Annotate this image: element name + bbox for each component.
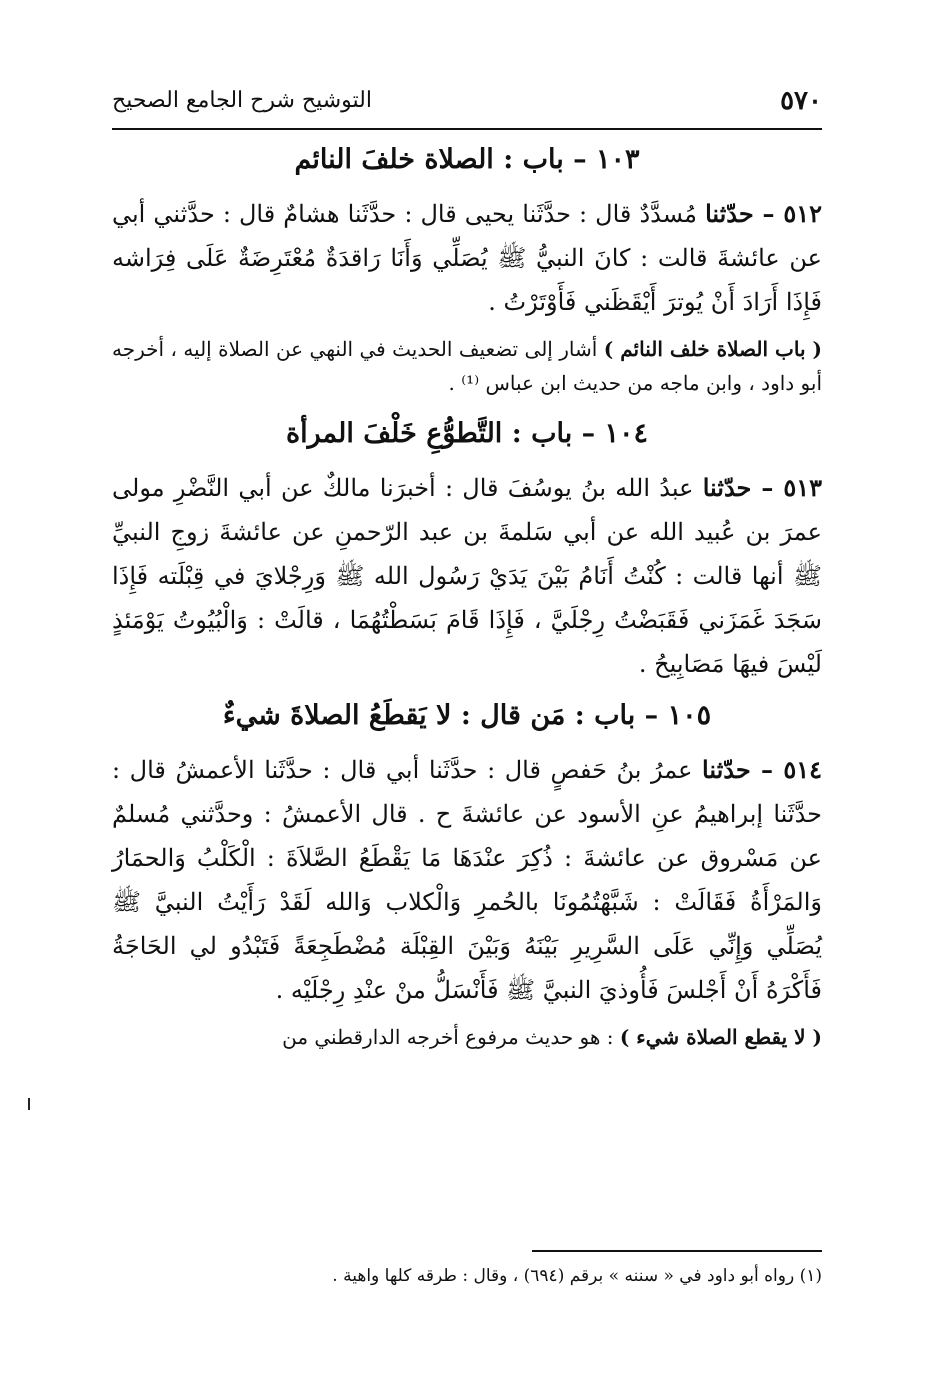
footnote-divider bbox=[532, 1250, 822, 1252]
hadith-513 bbox=[112, 466, 822, 686]
commentary-105 bbox=[112, 1020, 822, 1054]
running-title: التوشيح شرح الجامع الصحيح bbox=[112, 88, 372, 113]
hadith-514 bbox=[112, 748, 822, 1012]
chapter-heading-105: ١٠٥ – باب : مَن قال : لا يَقطَعُ الصلاةَ شيءٌ bbox=[222, 700, 712, 731]
commentary-text-103: أشار إلى تضعيف الحديث في النهي عن الصلاة إليه ، أخرجه أبو داود ، وابن ماجه من حديث ابن عباس ⁽¹⁾ . bbox=[112, 337, 822, 395]
hadith-text-512: مُسدَّدٌ قال : حدَّثَنا يحيى قال : حدَّثَنا هشامٌ قال : حدَّثني أبي عن عائشةَ قالت : كانَ النبيُّ ﷺ يُصَلِّي وَأَنَا رَاقدَةٌ مُعْتَرِضَةٌ عَلَى فِرَاشه فَإِذَا أَرَادَ أَنْ يُوترَ أَيْقَظَني فَأَوْتَرْتُ . bbox=[112, 200, 822, 316]
page-number: ٥٧٠ bbox=[780, 86, 822, 116]
page-header bbox=[112, 84, 822, 130]
page-body bbox=[112, 138, 822, 1066]
hadith-number-512: ٥١٢ – حدّثنا bbox=[705, 199, 822, 228]
margin-mark bbox=[28, 1098, 30, 1110]
chapter-heading-104: ١٠٤ – باب : التَّطوُّعِ خَلْفَ المرأة bbox=[285, 418, 649, 449]
commentary-title-105: ( لا يقطع الصلاة شيء ) bbox=[619, 1025, 822, 1049]
hadith-number-514: ٥١٤ – حدّثنا bbox=[702, 755, 822, 784]
hadith-text-514: عمرُ بنُ حَفصٍ قال : حدَّثَنا أبي قال : حدَّثَنا الأعمشُ قال : حدَّثَنا إبراهيمُ عنِ الأسود عن عائشةَ ح . قال الأعمشُ : وحدَّثني مُسلمٌ عن مَسْروق عن عائشةَ : ذُكِرَ عنْدَهَا مَا يَقْطَعُ الصَّلاَةَ : الْكَلْبُ وَالحمَارُ وَالمَرْأَةُ فَقَالَتْ : شَبَّهْتُمُونَا بالحُمرِ وَالْكلاب وَالله لَقَدْ رَأَيْتُ النبيَّ ﷺ يُصَلِّي وَإِنِّي عَلَى السَّرِيرِ بَيْنَهُ وَبَيْنَ القِبْلَة مُضْطَجِعَةً فَتَبْدُو لي الحَاجَةُ فَأَكْرَهُ أَنْ أَجْلسَ فَأُوذيَ النبيَّ ﷺ فَأَنْسَلُّ منْ عنْدِ رِجْلَيْه . bbox=[112, 756, 822, 1004]
commentary-text-105: : هو حديث مرفوع أخرجه الدارقطني من bbox=[282, 1025, 620, 1049]
hadith-text-513: عبدُ الله بنُ يوسُفَ قال : أخبرَنا مالكٌ عن أبي النَّضْرِ مولى عمرَ بن عُبيد الله عن أبي سَلمةَ بن عبد الرّحمنِ عن عائشةَ زوجِ النبيِّ ﷺ أنها قالت : كُنْتُ أَنَامُ بَيْنَ يَدَيْ رَسُول الله ﷺ وَرِجْلايَ في قِبْلَته فَإِذَا سَجَدَ غَمَزَني فَقَبَضْتُ رِجْلَيَّ ، فَإِذَا قَامَ بَسَطْتُهُمَا ، قالَتْ : وَالْبُيُوتُ يَوْمَئذٍ لَيْسَ فيهَا مَصَابِيحُ . bbox=[112, 474, 822, 678]
commentary-title-103: ( باب الصلاة خلف النائم ) bbox=[603, 337, 822, 361]
commentary-103 bbox=[112, 332, 822, 400]
footnote: (١) رواه أبو داود في « سننه » برقم (٦٩٤) ، وقال : طرقه كلها واهية . bbox=[332, 1266, 822, 1286]
hadith-512 bbox=[112, 192, 822, 324]
chapter-heading-103: ١٠٣ – باب : الصلاة خلفَ النائم bbox=[294, 144, 640, 175]
hadith-number-513: ٥١٣ – حدّثنا bbox=[702, 473, 822, 502]
